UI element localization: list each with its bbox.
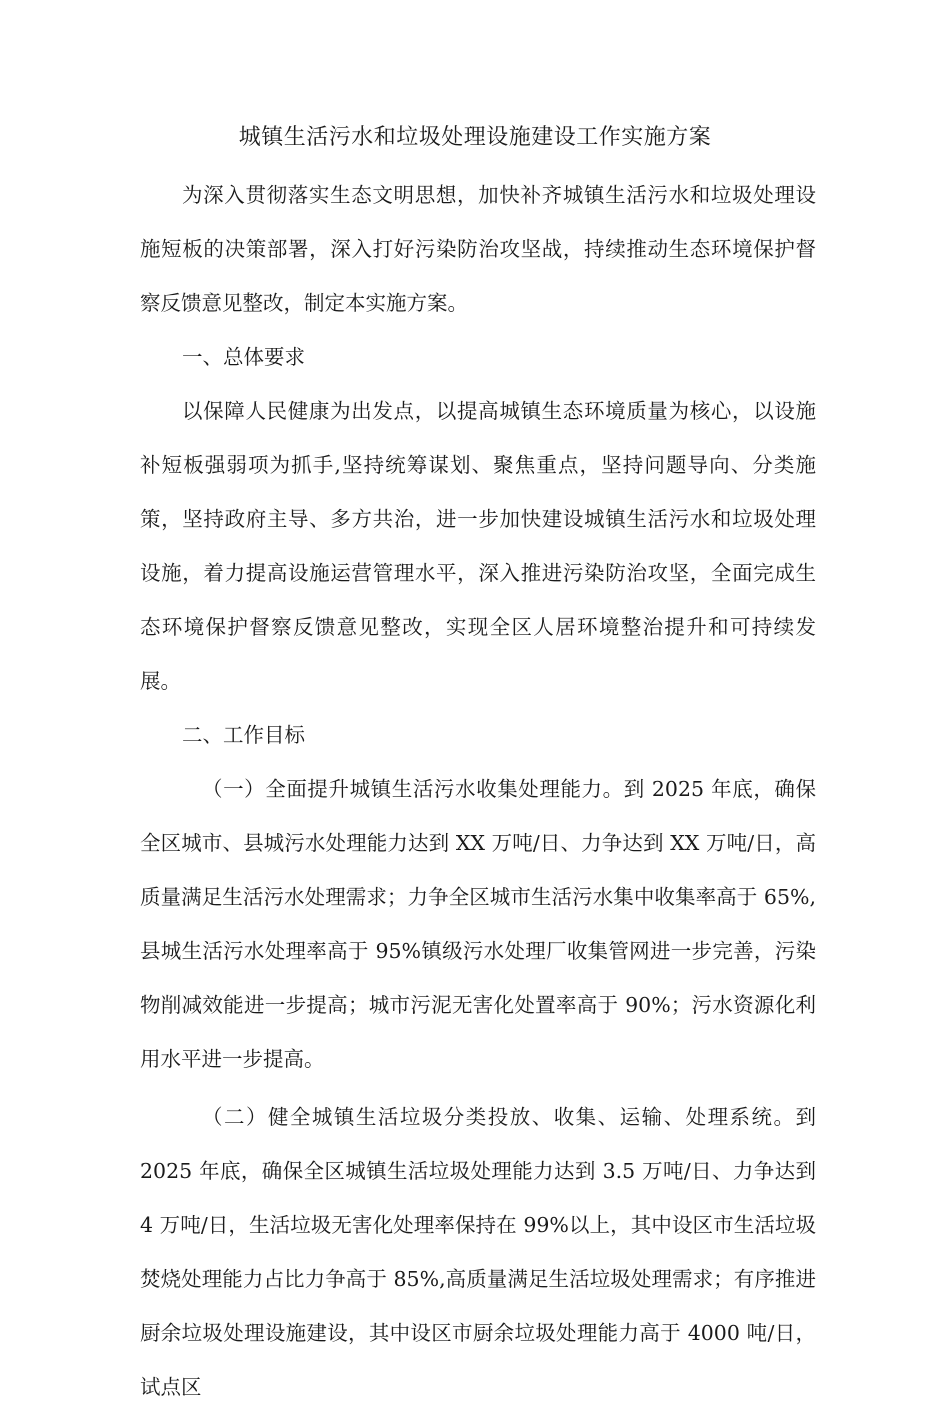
goal-paragraph-1: （一）全面提升城镇生活污水收集处理能力。到 2025 年底，确保全区城市、县城污水处理能力达到 XX 万吨/日、力争达到 XX 万吨/日，高质量满足生活污水处理需求；力争全区城市生活污水集中收集率高于 65%,县城生活污水处理率高于 95%镇级污水处理厂收集管网进一步完善，污染物削减效能进一步提高；城市污泥无害化处置率高于 90%；污水资源化利用水平进一步提高。 <box>140 777 816 1071</box>
document-body <box>140 168 816 1414</box>
goal-paragraph-2: （二）健全城镇生活垃圾分类投放、收集、运输、处理系统。到 2025 年底，确保全区城镇生活垃圾处理能力达到 3.5 万吨/日、力争达到 4 万吨/日，生活垃圾无害化处理率保持在 99%以上，其中设区市生活垃圾焚烧处理能力占比力争高于 85%,高质量满足生活垃圾处理需求；有序推进厨余垃圾处理设施建设，其中设区市厨余垃圾处理能力高于 4000 吨/日，试点区 <box>140 1105 816 1399</box>
section-heading-general-requirements: 一、总体要求 <box>182 345 305 369</box>
intro-paragraph: 为深入贯彻落实生态文明思想，加快补齐城镇生活污水和垃圾处理设施短板的决策部署，深入打好污染防治攻坚战，持续推动生态环境保护督察反馈意见整改，制定本实施方案。 <box>140 183 816 315</box>
document-title: 城镇生活污水和垃圾处理设施建设工作实施方案 <box>238 125 712 150</box>
section-heading-work-goals: 二、工作目标 <box>182 723 305 747</box>
general-requirements-paragraph: 以保障人民健康为出发点，以提高城镇生态环境质量为核心，以设施补短板强弱项为抓手,坚持统筹谋划、聚焦重点，坚持问题导向、分类施策，坚持政府主导、多方共治，进一步加快建设城镇生活污水和垃圾处理设施，着力提高设施运营管理水平，深入推进污染防治攻坚，全面完成生态环境保护督察反馈意见整改，实现全区人居环境整治提升和可持续发展。 <box>140 399 816 693</box>
